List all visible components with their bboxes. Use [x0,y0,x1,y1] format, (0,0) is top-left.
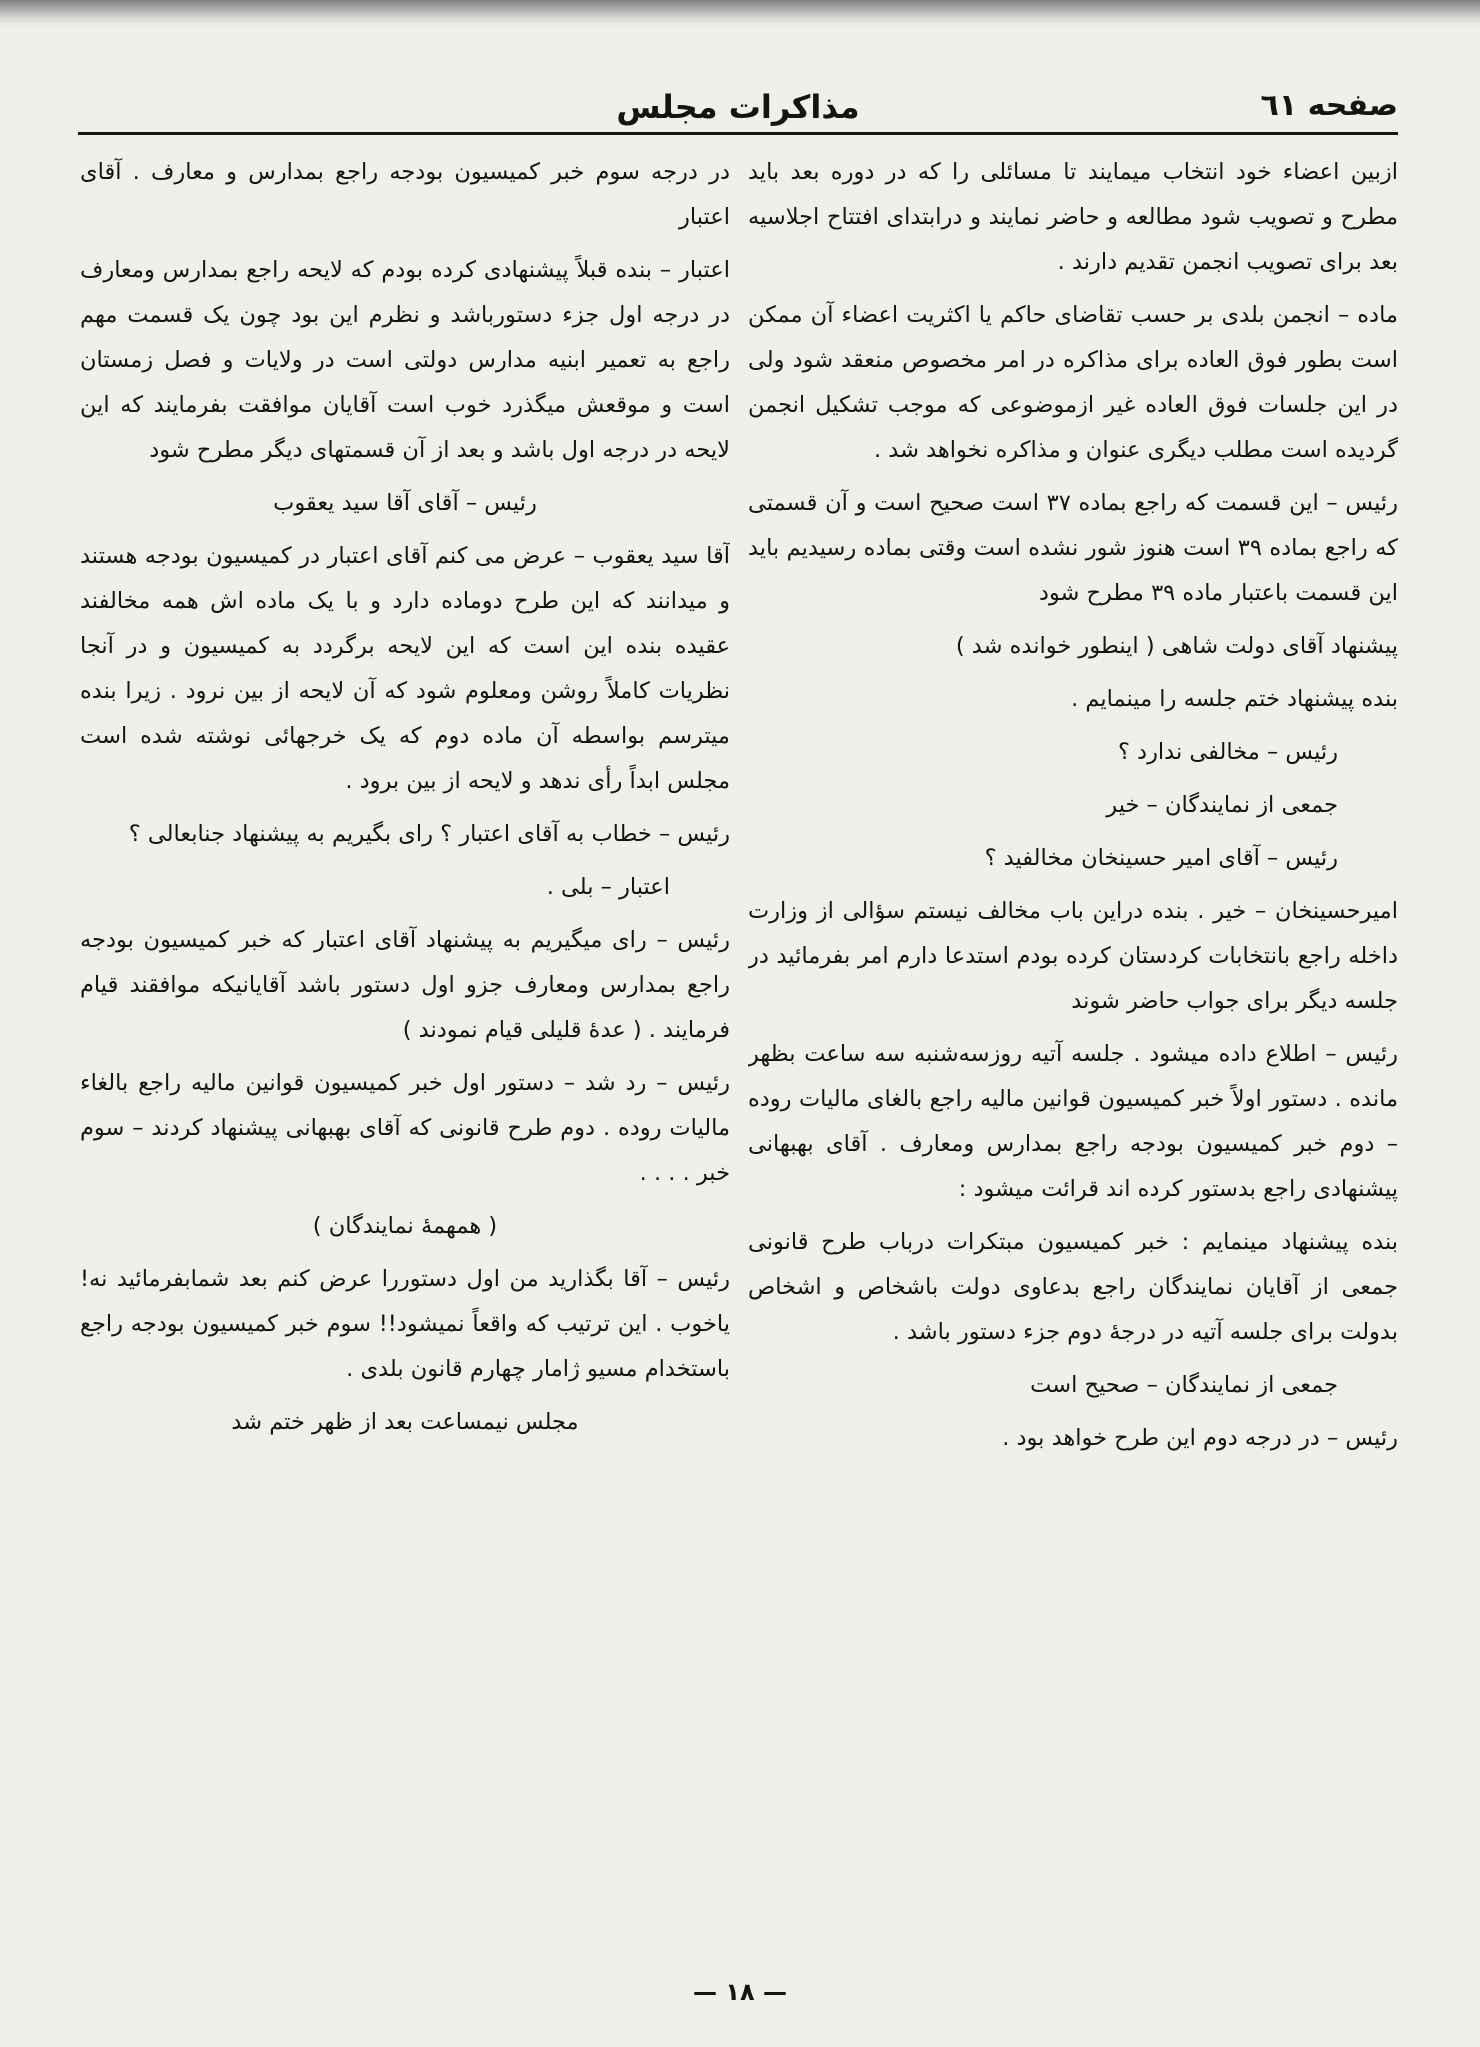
paragraph: رئیس – آقای آقا سید یعقوب [273,490,537,516]
paragraph: امیرحسینخان – خیر . بنده دراین باب مخالف نیستم سؤالی از وزارت داخله راجع بانتخابات کردستان کرده بودم استدعا دارم امر بفرمائید در جلسه دیگر برای جواب حاضر شوند [748,898,1398,1014]
paragraph: رئیس – آقا بگذارید من اول دستوررا عرض کنم بعد شمابفرمائید نه! یاخوب . این ترتیب که واقعاً نمیشود!! سوم خبر کمیسیون بودجه راجع باستخدام مسیو ژامار چهارم قانون بلدی . [80,1266,730,1382]
header-rule [78,132,1398,135]
paragraph: ( همهمهٔ نمایندگان ) [312,1213,498,1239]
page-title: مذاكرات مجلس [616,88,860,126]
paragraph: رئیس – خطاب به آقای اعتبار ؟ رای بگیریم به پیشنهاد جنابعالی ؟ [128,821,730,847]
paragraph: اعتبار – بنده قبلاً پیشنهادی کرده بودم که لایحه راجع بمدارس ومعارف در درجه اول جزء دستورباشد و نظرم این بود چون یک قسمت مهم راجع به تعمیر ابنیه مدارس دولتی است در ولایات و فصل زمستان است و موقعش میگذرد خوب است آقایان موافقت بفرمایند که این لایحه در درجه اول باشد و بعد از آن قسمتهای دیگر مطرح شود [80,257,730,463]
paragraph: ازبین اعضاء خود انتخاب میمایند تا مسائلی را که در دوره بعد باید مطرح و تصویب شود مطالعه و حاضر نمایند و درابتدای افتتاح اجلاسیه بعد برای تصویب انجمن تقدیم دارند . [748,159,1398,275]
paragraph: بنده پیشنهاد ختم جلسه را مینمایم . [1071,686,1398,712]
paragraph: رئیس – این قسمت که راجع بماده ۳۷ است صحیح است و آن قسمتی که راجع بماده ۳۹ است هنوز شور نشده است وقتی بماده رسیدیم باید این قسمت باعتبار ماده ۳۹ مطرح شود [748,490,1398,606]
page-number: صفحه ٦١ [1260,88,1398,123]
paragraph: رئیس – آقای امیر حسینخان مخالفید ؟ [984,845,1338,871]
paragraph: رئیس – در درجه دوم این طرح خواهد بود . [1002,1425,1398,1451]
paragraph: جمعی از نمایندگان – خیر [1106,792,1338,818]
page-footer-number: — ١٨ — [692,1978,787,2006]
left-column [80,150,730,1970]
paragraph: پیشنهاد آقای دولت شاهی ( اینطور خوانده شد ) [955,633,1398,659]
session-end-note: مجلس نیمساعت بعد از ظهر ختم شد [231,1409,579,1435]
right-column [748,150,1398,1970]
page-header [78,88,1398,128]
paragraph: رئیس – مخالفی ندارد ؟ [1117,739,1338,765]
paragraph: رئیس – رد شد – دستور اول خبر کمیسیون قوانین مالیه راجع بالغاء مالیات روده . دوم طرح قانونی که آقای بهبهانی پیشنهاد کردند – سوم خبر . . . . [80,1070,730,1186]
paragraph: آقا سید یعقوب – عرض می کنم آقای اعتبار در کمیسیون بودجه هستند و میدانند که این طرح دوماده دارد و با یک ماده اش همه مخالفند عقیده بنده این است که این لایحه برگردد به کمیسیون و در آنجا نظریات کاملاً روشن ومعلوم شود که آن لایحه از بین نرود . زیرا بنده میترسم بواسطه آن ماده دوم که یک خرجهائی نوشته شده است مجلس ابداً رأی ندهد و لایحه از بین برود . [80,543,730,794]
paragraph: ماده – انجمن بلدی بر حسب تقاضای حاکم یا اکثریت اعضاء آن ممکن است بطور فوق العاده برای مذاکره در امر مخصوص منعقد شود ولی در این جلسات فوق العاده غیر ازموضوعی که موجب تشکیل انجمن گردیده است مطلب دیگری عنوان و مذاکره نخواهد شد . [748,302,1398,463]
paragraph: جمعی از نمایندگان – صحیح است [1030,1372,1338,1398]
paragraph: اعتبار – بلی . [546,874,670,900]
paragraph: رئیس – رای میگیریم به پیشنهاد آقای اعتبار که خبر کمیسیون بودجه راجع بمدارس ومعارف جزو اول دستور باشد آقایانیکه موافقند قیام فرمایند . ( عدهٔ قلیلی قیام نمودند ) [80,927,730,1043]
scan-top-edge [0,0,1480,26]
paragraph: در درجه سوم خبر کمیسیون بودجه راجع بمدارس و معارف . آقای اعتبار [80,159,730,230]
paragraph: رئیس – اطلاع داده میشود . جلسه آتیه روزسه‌شنبه سه ساعت بظهر مانده . دستور اولاً خبر کمیسیون قوانین مالیه راجع بالغای مالیات روده – دوم خبر کمیسیون بودجه راجع بمدارس ومعارف . آقای بهبهانی پیشنهادی راجع بدستور کرده اند قرائت میشود : [748,1041,1398,1202]
paragraph: بنده پیشنهاد مینمایم : خبر کمیسیون مبتکرات درباب طرح قانونی جمعی از آقایان نمایندگان راجع بدعاوی دولت باشخاص و اشخاص بدولت برای جلسه آتیه در درجهٔ دوم جزء دستور باشد . [748,1229,1398,1345]
